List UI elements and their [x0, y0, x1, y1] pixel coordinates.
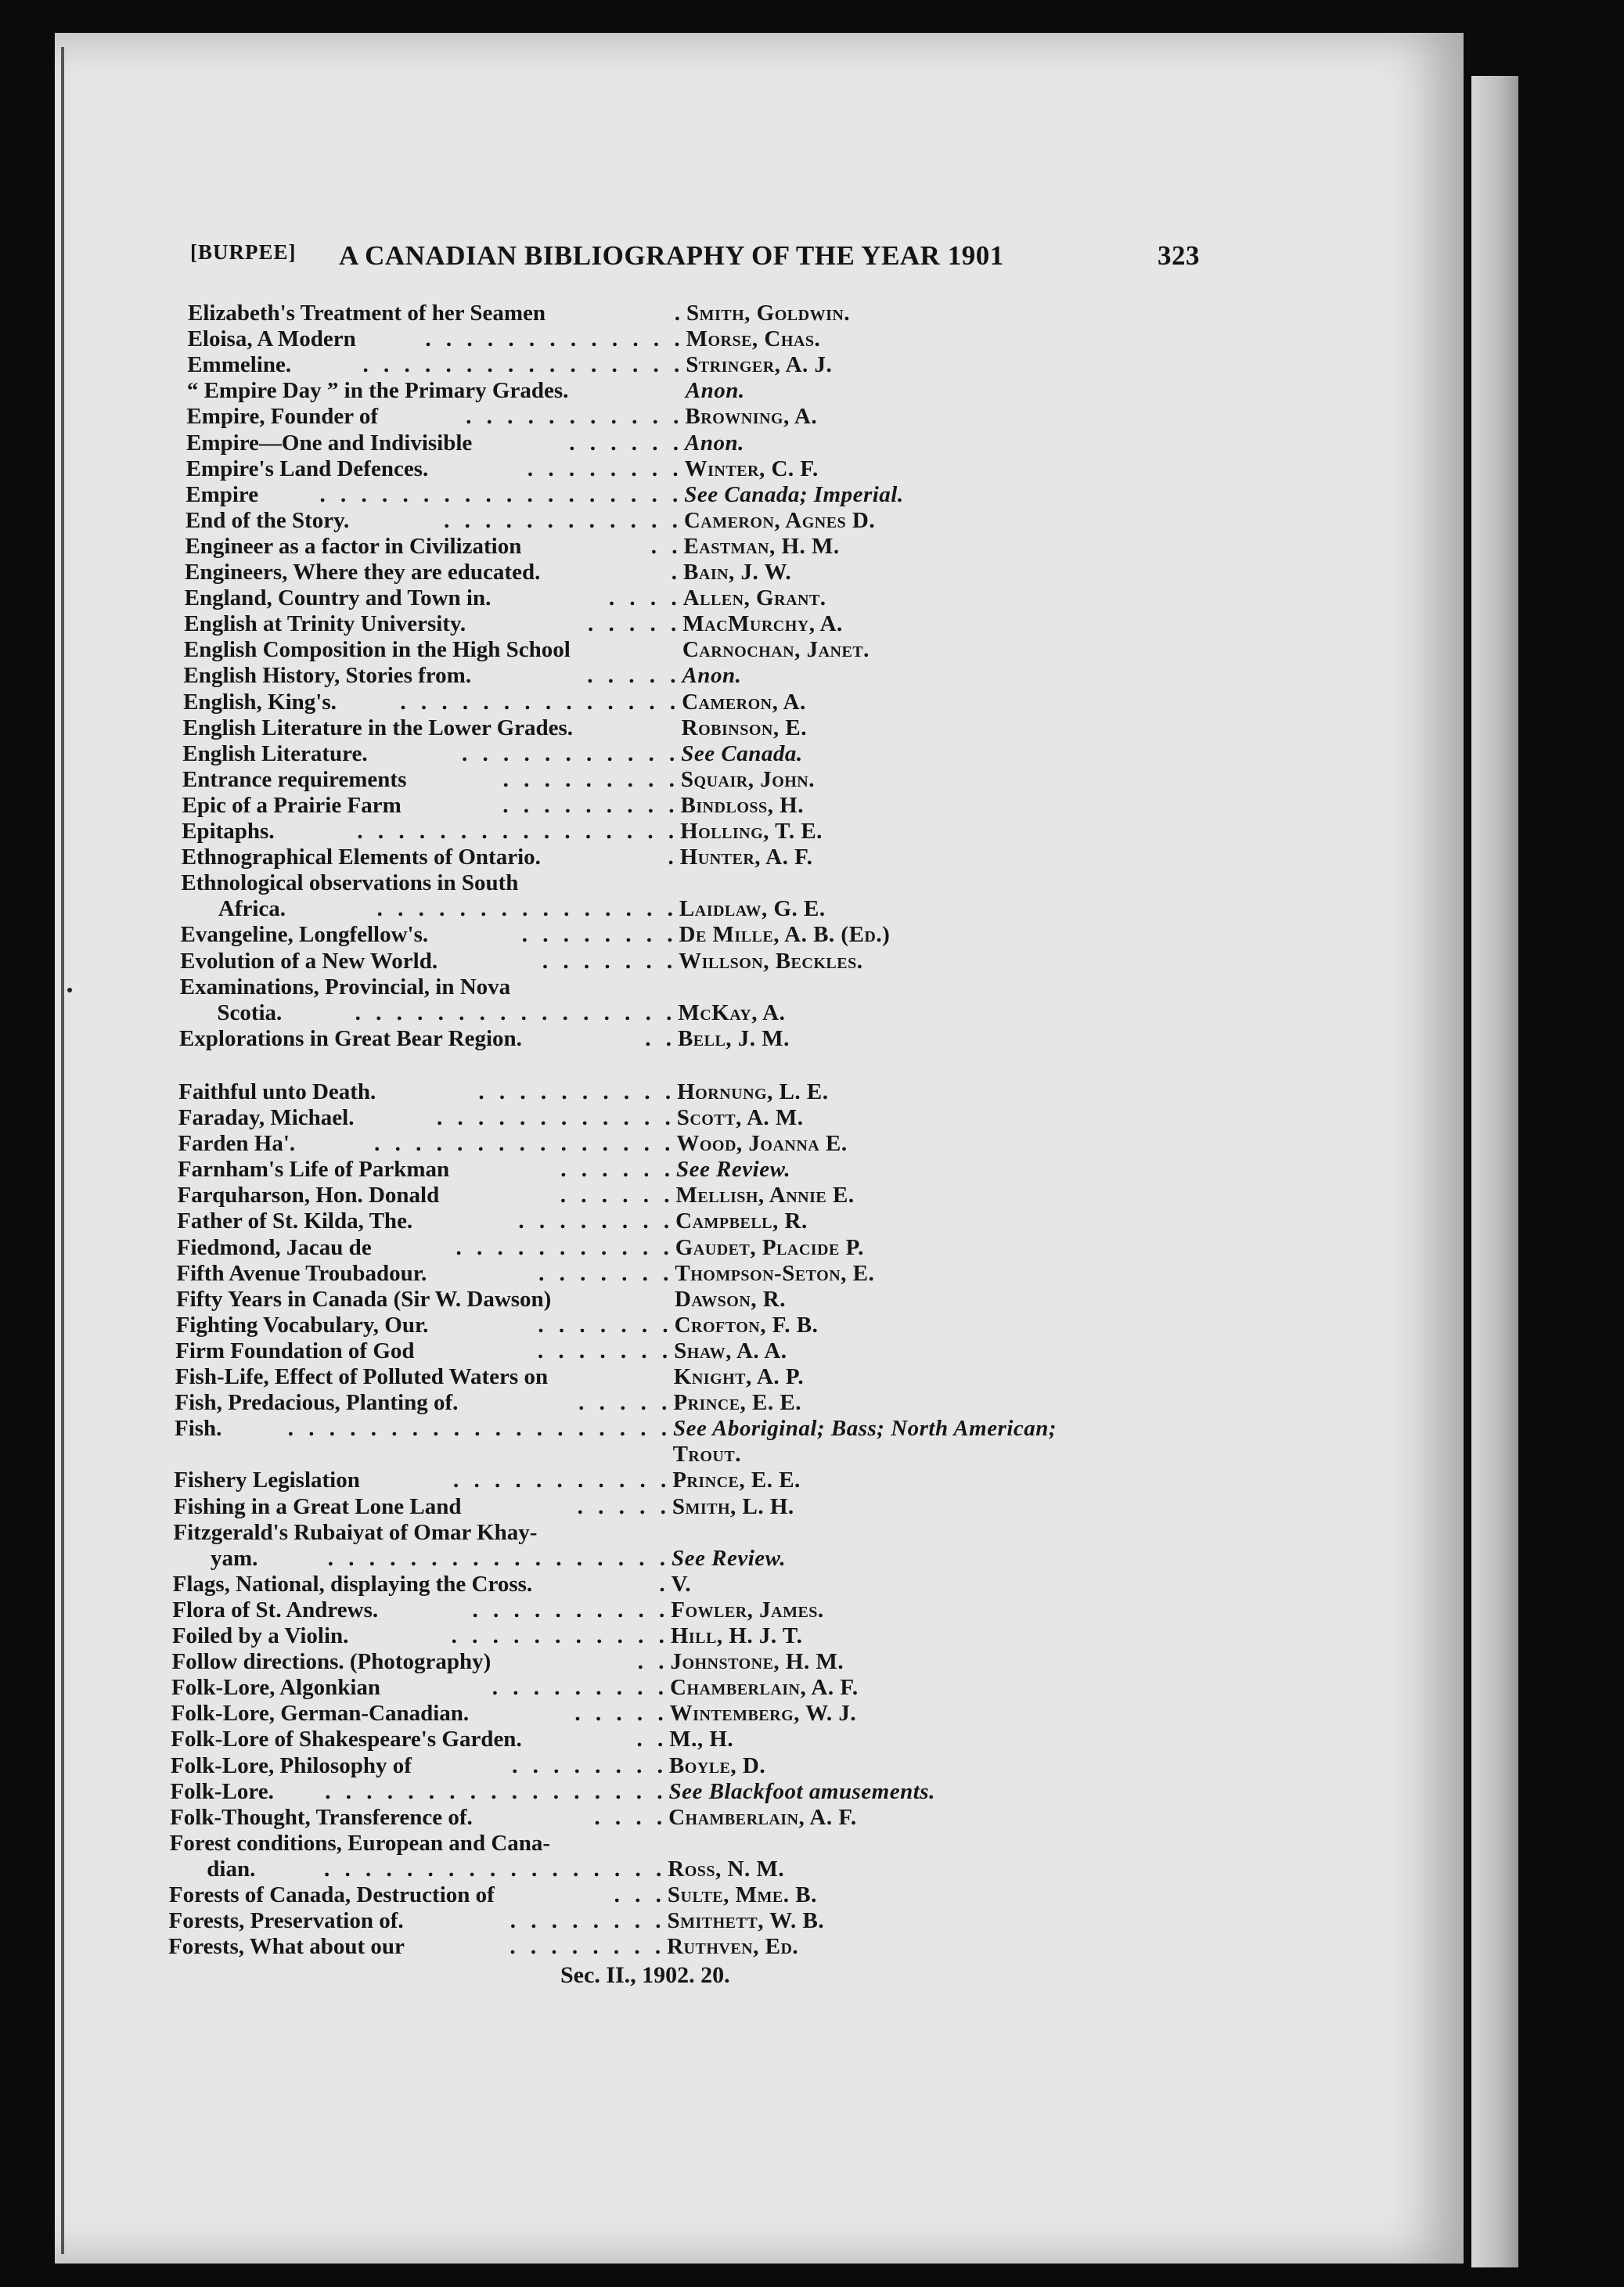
leader-dots: . . . . . . . . — [510, 1908, 666, 1934]
entry-author: See Review. — [672, 1545, 787, 1571]
leader-dots: . . . . . . . . — [512, 1752, 668, 1778]
entry-title: Fighting Vocabulary, Our. — [175, 1312, 429, 1338]
entry-title: Empire — [185, 481, 259, 507]
leader-dots: . . . . . . . . . . . . — [444, 507, 682, 533]
entry-title: Flags, National, displaying the Cross. — [172, 1571, 533, 1597]
entry-title: Foiled by a Violin. — [171, 1623, 349, 1648]
entry-title: Fishery Legislation — [174, 1468, 360, 1493]
entry-title: Forests of Canada, Destruction of — [168, 1882, 495, 1907]
entry-author: Winter, C. F. — [684, 456, 819, 481]
entry-title: Explorations in Great Bear Region. — [178, 1025, 522, 1051]
leader-dots: . . . . . . . . . . . . . . — [400, 689, 681, 715]
entry-title: Emmeline. — [187, 352, 292, 378]
entry-author: Prince, E. E. — [672, 1468, 801, 1493]
entry-author: Trout. — [672, 1442, 741, 1468]
index-entry — [184, 611, 1217, 638]
entry-title: English, King's. — [183, 689, 337, 715]
leader-dots: . — [671, 560, 682, 585]
entry-title: Folk-Thought, Transference of. — [170, 1804, 473, 1830]
index-entry — [172, 1597, 1205, 1624]
index-entry — [188, 326, 1221, 353]
index-entry — [182, 819, 1215, 845]
entry-title: English Literature in the Lower Grades. — [182, 715, 574, 740]
entry-title: Empire's Land Defences. — [185, 456, 429, 481]
entry-author: Bain, J. W. — [683, 560, 792, 585]
index-entry — [183, 663, 1216, 690]
index-entry — [185, 585, 1218, 612]
entry-author: Sulte, Mme. B. — [667, 1882, 817, 1907]
index-entry — [173, 1546, 1206, 1572]
entry-title: Firm Foundation of God — [175, 1338, 415, 1363]
leader-dots: . . . . . . . . . . . — [462, 740, 680, 766]
entry-author: Smithett, W. B. — [667, 1908, 825, 1934]
entry-title: Folk-Lore, Algonkian — [171, 1675, 381, 1701]
entry-title: Father of St. Kilda, The. — [177, 1208, 413, 1234]
entry-author: Fowler, James. — [671, 1597, 824, 1623]
entry-author: Anon. — [682, 663, 742, 689]
running-header — [190, 240, 1200, 272]
entry-author: Laidlaw, G. E. — [679, 896, 826, 922]
index-entry — [186, 456, 1219, 483]
entry-author: Smith, L. H. — [672, 1493, 794, 1519]
index-entry — [177, 1208, 1210, 1235]
entry-title: Farquharson, Hon. Donald — [177, 1183, 440, 1208]
entry-title: Folk-Lore, Philosophy of — [170, 1752, 412, 1778]
leader-dots: . . . . . . . . . . . . . . . — [374, 1131, 675, 1157]
entry-title: Elizabeth's Treatment of her Seamen — [188, 301, 546, 326]
entry-author: See Review. — [675, 1157, 791, 1183]
entry-title: Entrance requirements — [182, 766, 407, 792]
entry-author: Scott, A. M. — [676, 1105, 804, 1130]
leader-dots: . . — [645, 1025, 676, 1051]
leader-dots: . . . . . . . . . . — [478, 1079, 676, 1104]
entry-title: Fish-Life, Effect of Polluted Waters on — [175, 1364, 549, 1389]
leader-dots: . . . . . — [587, 663, 681, 689]
entry-author: Stringer, A. J. — [686, 352, 833, 378]
entry-title: Examinations, Provincial, in Nova — [179, 974, 511, 999]
entry-author: Browning, A. — [685, 404, 818, 430]
leader-dots: . . . . . . . . . . . — [451, 1623, 669, 1648]
entry-author: Holling, T. E. — [680, 819, 823, 844]
leader-dots: . . . . . . . — [538, 1260, 674, 1286]
entry-title: Folk-Lore, German-Canadian. — [171, 1701, 470, 1727]
entry-title: English at Trinity University. — [184, 611, 466, 637]
leader-dots: . . . . . . . — [537, 1338, 673, 1363]
entry-author: MacMurchy, A. — [682, 611, 843, 637]
entry-title: Fifty Years in Canada (Sir W. Dawson) — [175, 1286, 552, 1312]
entry-title: Forests, Preservation of. — [168, 1908, 404, 1934]
signature-footer: Sec. II., 1902. 20. — [560, 1962, 730, 1988]
entry-author: De Mille, A. B. (Ed.) — [679, 922, 891, 948]
index-entry — [175, 1442, 1208, 1468]
index-entry — [176, 1313, 1209, 1339]
entry-author: Hunter, A. F. — [679, 845, 813, 870]
entry-author: Carnochan, Janet. — [682, 637, 870, 663]
entry-title: Empire—One and Indivisible — [186, 430, 473, 456]
leader-dots: . . . . . . . . . . . — [456, 1234, 674, 1260]
leader-dots: . . . . . . . — [538, 1312, 673, 1338]
leader-dots: . . . . . . . . . . . . . . . . . — [324, 1856, 667, 1882]
index-entry — [185, 508, 1219, 535]
leader-dots: . . . . . — [577, 1493, 671, 1519]
index-entry — [181, 896, 1214, 923]
leader-dots: . . . . . . . — [542, 948, 678, 974]
entry-title: Folk-Lore. — [170, 1778, 274, 1804]
index-entry — [182, 845, 1215, 871]
entry-title: Epic of a Prairie Farm — [182, 792, 401, 818]
entry-author: Robinson, E. — [681, 715, 807, 740]
entry-author: Gaudet, Placide P. — [675, 1234, 864, 1260]
leader-dots: . . — [636, 1727, 668, 1752]
entry-author: See Blackfoot amusements. — [668, 1778, 935, 1804]
entry-title: Forest conditions, European and Cana- — [169, 1830, 551, 1856]
leader-dots: . . . . . — [578, 1390, 672, 1416]
entry-author: Wood, Joanna E. — [676, 1131, 848, 1157]
entry-title: Africa. — [218, 896, 286, 922]
entry-title: Fishing in a Great Lone Land — [173, 1493, 462, 1519]
leader-dots: . . . . . . . . . . . — [452, 1468, 672, 1493]
index-entry — [185, 482, 1219, 509]
index-entry — [172, 1623, 1205, 1650]
index-entry — [178, 1131, 1211, 1158]
index-entry — [169, 1882, 1202, 1909]
index-entry — [186, 404, 1219, 430]
entry-author: Morse, Chas. — [686, 326, 821, 352]
leader-dots: . . . . . . . . . . . . . . . . — [355, 999, 677, 1025]
entry-author: Ruthven, Ed. — [667, 1934, 799, 1960]
entry-author: M., H. — [669, 1727, 734, 1752]
leader-dots: . . . . . . . . — [518, 1208, 675, 1234]
leader-dots: . . . . . . . . . . . . . . . . . — [327, 1545, 671, 1571]
entry-author: Anon. — [685, 378, 745, 404]
index-entry — [184, 637, 1217, 664]
leader-dots: . . . . . . . . . . . . . . . . — [357, 819, 679, 844]
entry-title: Fish. — [175, 1416, 222, 1442]
entry-author: See Canada; Imperial. — [684, 481, 904, 507]
index-entry — [179, 1026, 1212, 1053]
entry-title: Flora of St. Andrews. — [172, 1597, 379, 1623]
leader-dots: . . — [650, 533, 682, 559]
entry-author: See Aboriginal; Bass; North American; — [673, 1416, 1057, 1442]
index-entry — [173, 1572, 1206, 1598]
index-entry — [168, 1908, 1201, 1935]
entry-title: Faithful unto Death. — [178, 1079, 376, 1104]
entry-author: Smith, Goldwin. — [686, 301, 851, 326]
index-entry — [176, 1287, 1209, 1313]
entry-author: Thompson-Seton, E. — [675, 1260, 875, 1286]
entry-author: Cameron, Agnes D. — [683, 507, 876, 533]
entry-title: Epitaphs. — [182, 819, 275, 844]
entry-author: Wintemberg, W. J. — [669, 1701, 857, 1727]
index-entry — [183, 690, 1216, 716]
index-entry — [170, 1805, 1203, 1831]
index-entry — [171, 1727, 1204, 1753]
entry-author: Bindloss, H. — [680, 792, 804, 818]
entry-author: Shaw, A. A. — [674, 1338, 787, 1363]
index-entry — [171, 1753, 1204, 1780]
leader-dots: . . . . . . . . . . . . . . . . — [362, 352, 685, 378]
index-entry — [187, 378, 1220, 405]
entry-author: Eastman, H. M. — [683, 533, 840, 559]
index-entry — [185, 560, 1218, 586]
entry-author: Willson, Beckles. — [679, 948, 863, 974]
index-entry — [182, 793, 1215, 819]
entry-author: Squair, John. — [680, 766, 815, 792]
leader-dots: . . . . . . . . . . . . . — [425, 326, 685, 352]
entry-title: England, Country and Town in. — [184, 585, 492, 611]
entry-title: Fifth Avenue Troubadour. — [176, 1260, 427, 1286]
entry-author: Ross, N. M. — [668, 1856, 785, 1882]
leader-dots: . . . . . . . . . — [492, 1675, 669, 1701]
leader-dots: . — [674, 301, 685, 326]
index-entry — [168, 1934, 1201, 1961]
index-entry — [182, 767, 1215, 794]
entry-title: yam. — [211, 1545, 258, 1571]
entry-author: Chamberlain, A. F. — [668, 1804, 857, 1830]
entry-title: Scotia. — [217, 999, 283, 1025]
entry-author: Prince, E. E. — [673, 1390, 801, 1416]
entry-title: Farnham's Life of Parkman — [177, 1157, 450, 1183]
header-title: A CANADIAN BIBLIOGRAPHY OF THE YEAR 1901 — [339, 240, 1004, 271]
entry-title: Engineer as a factor in Civilization — [185, 533, 522, 559]
leader-dots: . . . . . . — [560, 1157, 675, 1183]
leader-dots: . . . . . . . . . — [502, 766, 679, 792]
entry-title: Forests, What about our — [168, 1934, 405, 1960]
leader-dots: . . . . . . . . . . . . . . . . . — [325, 1778, 668, 1804]
index-entry — [175, 1416, 1208, 1442]
entry-author: Allen, Grant. — [682, 585, 826, 611]
index-entry — [175, 1364, 1208, 1391]
index-entry — [174, 1468, 1207, 1494]
entry-author: V. — [671, 1571, 692, 1597]
entry-author: Mellish, Annie E. — [675, 1183, 855, 1208]
entry-title: English Literature. — [182, 740, 368, 766]
index-entry — [169, 1857, 1202, 1883]
entry-title: Farden Ha'. — [178, 1131, 296, 1157]
entry-title: English History, Stories from. — [183, 663, 472, 689]
index-entry — [170, 1779, 1203, 1806]
entry-author: Cameron, A. — [682, 689, 806, 715]
leader-dots: . . . . . . . . . . . . . . . . . . . — [287, 1416, 672, 1442]
index-entry — [176, 1261, 1209, 1288]
leader-dots: . . . . . . . . . . . . . . . . . . — [319, 481, 683, 507]
entry-author: Crofton, F. B. — [674, 1312, 819, 1338]
entry-author: McKay, A. — [678, 999, 786, 1025]
index-entry — [178, 1105, 1212, 1132]
leader-dots: . . . . . — [574, 1701, 668, 1727]
index-entry — [179, 1000, 1212, 1027]
index-entry — [181, 922, 1214, 949]
index-entry — [177, 1235, 1210, 1262]
leader-dots: . . . . . . . . . — [502, 792, 679, 818]
index-entry — [173, 1520, 1206, 1547]
index-entry — [178, 1079, 1212, 1106]
index-entry — [170, 1831, 1203, 1857]
index-entry — [185, 534, 1218, 560]
leader-dots: . — [668, 845, 679, 870]
entry-title: Fiedmond, Jacau de — [176, 1234, 372, 1260]
entry-title: Faraday, Michael. — [178, 1105, 355, 1130]
leader-dots: . . . . — [608, 585, 682, 611]
index-entry — [186, 430, 1219, 457]
entry-title: Evangeline, Longfellow's. — [180, 922, 429, 948]
entry-author: Boyle, D. — [668, 1752, 766, 1778]
entry-title: “ Empire Day ” in the Primary Grades. — [186, 378, 569, 404]
entry-author: Dawson, R. — [674, 1286, 786, 1312]
leader-dots: . . . . . . . . — [521, 922, 678, 948]
entry-title: Empire, Founder of — [186, 404, 379, 430]
leader-dots: . . . . . . . . . . — [472, 1597, 670, 1623]
leader-dots: . . . — [614, 1882, 666, 1907]
index-entry — [171, 1649, 1204, 1676]
entry-title: Fitzgerald's Rubaiyat of Omar Khay- — [173, 1519, 538, 1545]
index-entry — [171, 1701, 1204, 1727]
entry-title: dian. — [207, 1856, 256, 1882]
leader-dots: . . . . . — [588, 611, 682, 637]
leader-dots: . . . . — [594, 1804, 668, 1830]
entry-author: Chamberlain, A. F. — [670, 1675, 859, 1701]
leader-dots: . . . . . . . . . . . . — [436, 1105, 675, 1130]
index-entry — [182, 741, 1215, 768]
index-entry — [187, 352, 1220, 379]
entry-title: Fish, Predacious, Planting of. — [175, 1390, 459, 1416]
entry-author: Campbell, R. — [675, 1208, 808, 1234]
entry-author: Anon. — [685, 430, 744, 456]
entry-title: Ethnographical Elements of Ontario. — [181, 845, 541, 870]
leader-dots: . — [659, 1571, 670, 1597]
leader-dots: . . . . . . — [560, 1183, 675, 1208]
entry-author: Bell, J. M. — [677, 1025, 790, 1051]
entry-author: Hornung, L. E. — [677, 1079, 829, 1104]
entry-title: End of the Story. — [185, 507, 350, 533]
entry-author: Johnstone, H. M. — [670, 1649, 844, 1675]
index-entry — [178, 1157, 1211, 1183]
entry-author: Hill, H. J. T. — [670, 1623, 803, 1648]
leader-dots: . . . . . . . . . . . — [466, 404, 684, 430]
entry-title: English Composition in the High School — [183, 637, 571, 663]
index-entry — [174, 1494, 1207, 1521]
index-entry — [175, 1390, 1208, 1417]
index-entry — [183, 715, 1216, 742]
entry-title: Engineers, Where they are educated. — [185, 560, 541, 585]
entry-title: Evolution of a New World. — [180, 948, 438, 974]
entry-title: Ethnological observations in South — [181, 870, 519, 896]
index-entry — [171, 1675, 1204, 1702]
index-entry — [175, 1338, 1208, 1365]
leader-dots: . . . . . . . . — [510, 1934, 666, 1960]
index-entry — [180, 949, 1213, 975]
index-entry — [178, 1183, 1211, 1209]
entry-title: Follow directions. (Photography) — [171, 1649, 492, 1675]
entry-author: Knight, A. P. — [673, 1364, 805, 1389]
index-entry — [181, 870, 1214, 897]
entry-title: Folk-Lore of Shakespeare's Garden. — [171, 1727, 522, 1752]
page-number: 323 — [1158, 240, 1200, 271]
entry-title: Eloisa, A Modern — [187, 326, 356, 352]
leader-dots: . . — [637, 1649, 669, 1675]
index-entry — [188, 301, 1221, 327]
leader-dots: . . . . . . — [569, 430, 684, 456]
header-tag: [BURPEE] — [190, 240, 297, 264]
leader-dots: . . . . . . . . — [527, 456, 683, 481]
leader-dots: . . . . . . . . . . . . . . . — [376, 896, 678, 922]
entry-author: See Canada. — [681, 740, 803, 766]
index-entry — [180, 974, 1213, 1001]
